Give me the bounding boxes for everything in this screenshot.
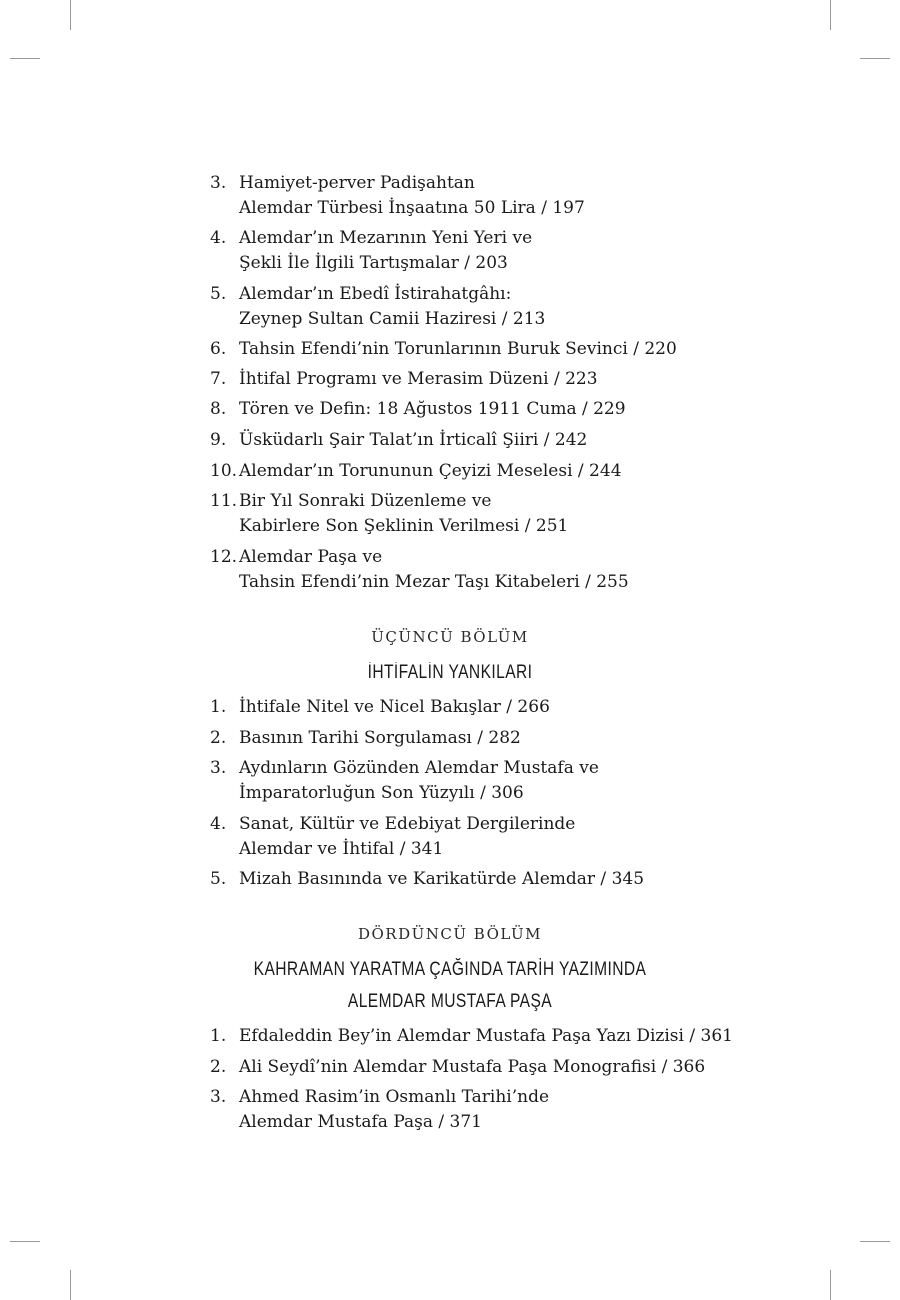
crop-mark [70,1270,71,1300]
toc-entry: 9. Üsküdarlı Şair Talat’ın İrticalî Şiiri / 242 [210,430,588,450]
toc-entry: 3. Aydınların Gözünden Alemdar Mustafa ve İmparatorluğun Son Yüzyılı / 306 [210,756,599,806]
entry-title-cont: Alemdar Türbesi İnşaatına 50 Lira / 197 [239,198,585,218]
toc-entry: 11. Bir Yıl Sonraki Düzenleme ve Kabirlere Son Şeklinin Verilmesi / 251 [210,489,568,539]
toc-entry: 12. Alemdar Paşa ve Tahsin Efendi’nin Mezar Taşı Kitabeleri / 255 [210,545,629,595]
entry-title: Aydınların Gözünden Alemdar Mustafa ve [239,758,599,778]
crop-mark [70,0,71,30]
entry-title-cont: Alemdar Mustafa Paşa / 371 [239,1112,482,1132]
entry-title: Efdaleddin Bey’in Alemdar Mustafa Paşa Yazı Dizisi / 361 [239,1026,733,1046]
toc-entry: 3. Ahmed Rasim’in Osmanlı Tarihi’nde Alemdar Mustafa Paşa / 371 [210,1085,549,1135]
entry-title-cont: Zeynep Sultan Camii Haziresi / 213 [239,309,546,329]
entry-title: Hamiyet-perver Padişahtan [239,173,475,193]
part-label: DÖRDÜNCÜ BÖLÜM [357,925,543,943]
entry-title-cont: Kabirlere Son Şeklinin Verilmesi / 251 [239,516,569,536]
entry-title-cont: İmparatorluğun Son Yüzyılı / 306 [239,783,524,803]
toc-entry: 8. Tören ve Defin: 18 Ağustos 1911 Cuma / 229 [210,399,626,419]
toc-entry: 2. Basının Tarihi Sorgulaması / 282 [210,728,521,748]
toc-entry: 4. Alemdar’ın Mezarının Yeni Yeri ve Şekli İle İlgili Tartışmalar / 203 [210,226,532,276]
entry-title: Tören ve Defin: 18 Ağustos 1911 Cuma / 229 [239,399,626,419]
toc-entry: 4. Sanat, Kültür ve Edebiyat Dergilerinde Alemdar ve İhtifal / 341 [210,812,575,862]
entry-title: Sanat, Kültür ve Edebiyat Dergilerinde [239,814,576,834]
crop-mark [10,58,40,59]
part-title-cont: ALEMDAR MUSTAFA PAŞA [347,991,553,1012]
entry-title: Üsküdarlı Şair Talat’ın İrticalî Şiiri / 242 [239,430,588,450]
entry-title: Alemdar’ın Mezarının Yeni Yeri ve [239,228,533,248]
part-label: ÜÇÜNCÜ BÖLÜM [371,628,529,646]
entry-title: Tahsin Efendi’nin Torunlarının Buruk Sevinci / 220 [239,339,677,359]
crop-mark [830,1270,831,1300]
toc-entry: 3. Hamiyet-perver Padişahtan Alemdar Türbesi İnşaatına 50 Lira / 197 [210,171,585,221]
entry-title-cont: Tahsin Efendi’nin Mezar Taşı Kitabeleri / 255 [239,572,629,592]
crop-mark [860,1241,890,1242]
entry-title-cont: Alemdar ve İhtifal / 341 [239,839,444,859]
entry-title: Bir Yıl Sonraki Düzenleme ve [239,491,492,511]
entry-title: İhtifale Nitel ve Nicel Bakışlar / 266 [239,697,550,717]
toc-entry: 5. Alemdar’ın Ebedî İstirahatgâhı: Zeynep Sultan Camii Haziresi / 213 [210,282,545,332]
toc-entry: 5. Mizah Basınında ve Karikatürde Alemdar / 345 [210,869,645,889]
entry-title: Alemdar Paşa ve [239,547,383,567]
entry-title: Mizah Basınında ve Karikatürde Alemdar / 345 [239,869,645,889]
crop-mark [830,0,831,30]
entry-title: Ahmed Rasim’in Osmanlı Tarihi’nde [239,1087,550,1107]
part-title: İHTİFALİN YANKILARI [367,662,533,683]
toc-entry: 10. Alemdar’ın Torununun Çeyizi Meselesi / 244 [210,461,622,481]
toc-entry: 1. Efdaleddin Bey’in Alemdar Mustafa Paşa Yazı Dizisi / 361 [210,1026,733,1046]
entry-title-cont: Şekli İle İlgili Tartışmalar / 203 [239,253,508,273]
entry-title: İhtifal Programı ve Merasim Düzeni / 223 [239,369,598,389]
toc-entry: 7. İhtifal Programı ve Merasim Düzeni / 223 [210,369,598,389]
part-title: KAHRAMAN YARATMA ÇAĞINDA TARİH YAZIMINDA [253,959,647,980]
toc-entry: 6. Tahsin Efendi’nin Torunlarının Buruk Sevinci / 220 [210,339,677,359]
crop-mark [10,1241,40,1242]
entry-title: Alemdar’ın Ebedî İstirahatgâhı: [239,284,512,304]
toc-entry: 1. İhtifale Nitel ve Nicel Bakışlar / 266 [210,697,550,717]
entry-title: Ali Seydî’nin Alemdar Mustafa Paşa Monografisi / 366 [239,1057,706,1077]
entry-title: Basının Tarihi Sorgulaması / 282 [239,728,521,748]
entry-title: Alemdar’ın Torununun Çeyizi Meselesi / 244 [239,461,622,481]
toc-entry: 2. Ali Seydî’nin Alemdar Mustafa Paşa Monografisi / 366 [210,1057,706,1077]
crop-mark [860,58,890,59]
